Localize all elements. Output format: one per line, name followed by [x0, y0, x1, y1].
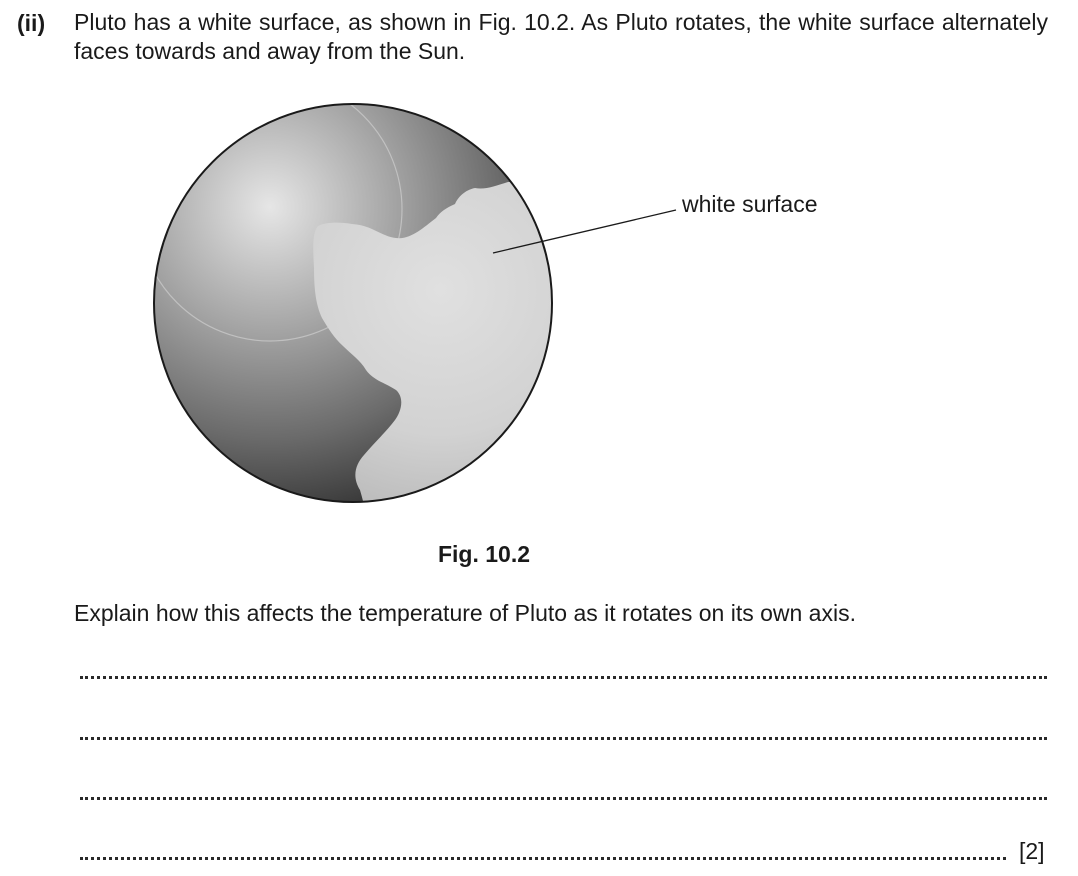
question-part-label: (ii)	[17, 10, 46, 36]
question-prompt: Explain how this affects the temperature of Pluto as it rotates on its own axis.	[74, 600, 856, 626]
answer-line[interactable]	[80, 676, 1047, 679]
answer-line[interactable]	[80, 797, 1047, 800]
white-surface-label: white surface	[682, 191, 818, 217]
question-intro-text: Pluto has a white surface, as shown in Fig. 10.2. As Pluto rotates, the white surface alternately faces towards and away from the Sun.	[74, 9, 1048, 64]
marks-label: [2]	[1019, 838, 1045, 864]
answer-line[interactable]	[80, 857, 1006, 860]
figure-caption: Fig. 10.2	[437, 541, 531, 567]
answer-line[interactable]	[80, 737, 1047, 740]
